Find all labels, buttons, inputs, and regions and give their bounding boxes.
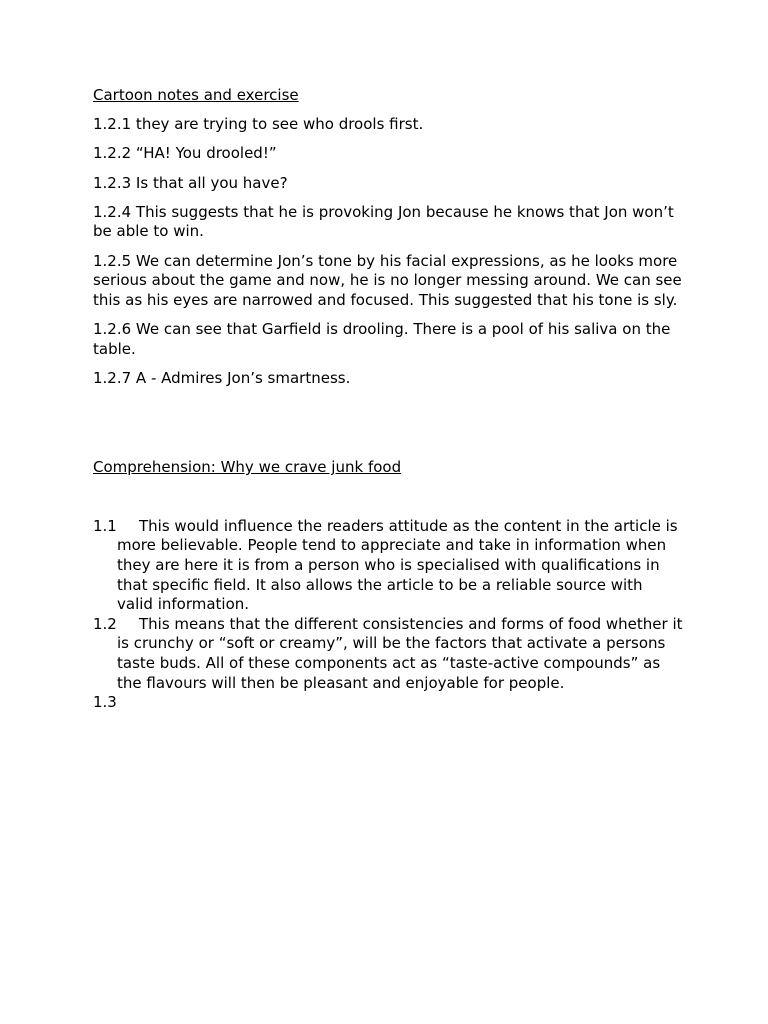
- section-title-cartoon-notes: Cartoon notes and exercise: [93, 86, 299, 104]
- answer-1-2-4: 1.2.4 This suggests that he is provoking Jon because he knows that Jon won’t be able to win.: [93, 202, 674, 241]
- section-title-comprehension: Comprehension: Why we crave junk food: [93, 458, 402, 477]
- list-item: [93, 517, 683, 615]
- answer-1-2-2: 1.2.2 “HA! You drooled!”: [93, 144, 277, 163]
- list-item: [93, 693, 683, 713]
- document-page: [93, 86, 683, 713]
- list-item: [93, 615, 683, 693]
- list-item-number: 1.2: [93, 614, 117, 633]
- list-item-text: This would influence the readers attitude as the content in the article is more believable. People tend to appreciate and take in information when they are here it is from a person who is specialised with qualifications in that specific field. It also allows the article to be a reliable source with valid information.: [117, 516, 678, 614]
- comprehension-answer-list: [93, 517, 683, 713]
- answer-1-2-5: 1.2.5 We can determine Jon’s tone by his facial expressions, as he looks more serious about the game and now, he is no longer messing around. We can see this as his eyes are narrowed and focused. This suggested that his tone is sly.: [93, 251, 682, 309]
- list-item-text: This means that the different consistencies and forms of food whether it is crunchy or “soft or creamy”, will be the factors that activate a persons taste buds. All of these components act as “taste-active compounds” as the flavours will then be pleasant and enjoyable for people.: [117, 614, 683, 692]
- answer-1-2-1: 1.2.1 they are trying to see who drools first.: [93, 115, 424, 134]
- list-item-number: 1.1: [93, 516, 117, 535]
- list-item-number: 1.3: [93, 693, 117, 712]
- answer-1-2-7: 1.2.7 A - Admires Jon’s smartness.: [93, 368, 351, 387]
- answer-1-2-6: 1.2.6 We can see that Garfield is drooling. There is a pool of his saliva on the table.: [93, 319, 671, 358]
- answer-1-2-3: 1.2.3 Is that all you have?: [93, 173, 288, 192]
